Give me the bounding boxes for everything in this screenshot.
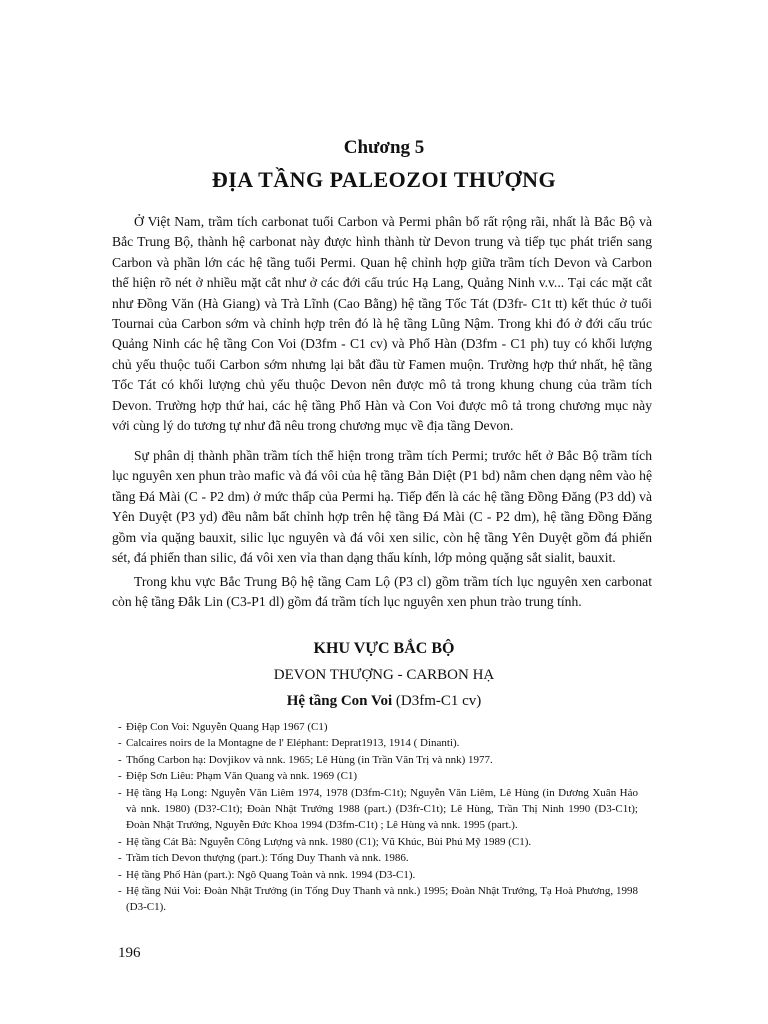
- reference-item: - Calcaires noirs de la Montagne de l' Eléphant: Deprat1913, 1914 ( Dinanti).: [118, 735, 638, 751]
- reference-item: - Điệp Sơn Liêu: Phạm Văn Quang và nnk. 1969 (C1): [118, 768, 638, 784]
- paragraph-central: [112, 572, 652, 613]
- reference-list: [118, 719, 638, 916]
- chapter-title: ĐỊA TẦNG PALEOZOI THƯỢNG: [211, 167, 557, 192]
- reference-item: - Hệ tầng Phố Hàn (part.): Ngô Quang Toàn và nnk. 1994 (D3-C1).: [118, 867, 638, 883]
- formation-name: Hệ tầng Con Voi: [286, 693, 393, 709]
- reference-item: - Trầm tích Devon thượng (part.): Tống Duy Thanh và nnk. 1986.: [118, 850, 638, 866]
- reference-item: - Điệp Con Voi: Nguyễn Quang Hạp 1967 (C1): [118, 719, 638, 735]
- formation-heading: [0, 693, 768, 710]
- reference-item: - Hệ tầng Cát Bà: Nguyễn Công Lượng và nnk. 1980 (C1); Vũ Khúc, Bùi Phú Mỹ 1989 (C1).: [118, 834, 638, 850]
- reference-item: - Thống Carbon hạ: Dovjikov và nnk. 1965; Lê Hùng (in Trần Văn Trị và nnk) 1977.: [118, 752, 638, 768]
- reference-item: - Hệ tầng Hạ Long: Nguyễn Văn Liêm 1974, 1978 (D3fm-C1t); Nguyễn Văn Liêm, Lê Hùng (in Dương Xuân Hảo và nnk. 1980) (D3?-C1t); Đoàn Nhật Trưởng 1988 (part.) (D3fr-C1t); Lê Hùng, Trần Thị Ninh 1990 (D3-C1t); Đoàn Nhật Trưởng, Nguyễn Đức Khoa 1994 (D3fm-C1t) ; Lê Hùng và nnk. 1995 (part.).: [118, 785, 638, 834]
- page-number: 196: [118, 945, 141, 961]
- paragraph-text: Sự phân dị thành phần trầm tích thể hiện trong trầm tích Permi; trước hết ở Bắc Bộ trầm tích lục nguyên xen phun trào mafic và đá vôi của hệ tầng Bản Diệt (P1 bd) nằm chen dạng nêm vào hệ tầng Đá Mài (C - P2 dm) ở mức thấp của Permi hạ. Tiếp đến là các hệ tầng Đồng Đăng (P3 dd) và Yên Duyệt (P3 yd) đều nằm bất chỉnh hợp trên hệ tầng Đá Mài (C - P2 dm), hệ tầng Đồng Đăng gồm vỉa quặng bauxit, silic lục nguyên và đá vôi xen silic, còn hệ tầng Yên Duyệt gồm đá phiến sét, đá phiến than silic, đá vôi xen vỉa than dạng thấu kính, lớp mỏng quặng sắt sialit, bauxit.: [112, 448, 652, 566]
- paragraph-intro: [112, 212, 652, 436]
- chapter-number: Chương 5: [343, 137, 425, 158]
- reference-item: - Hệ tầng Núi Voi: Đoàn Nhật Trưởng (in Tống Duy Thanh và nnk.) 1995; Đoàn Nhật Trưởng, Tạ Hoà Phương, 1998 (D3-C1).: [118, 883, 638, 916]
- section-region-heading: KHU VỰC BẮC BỘ: [313, 640, 455, 657]
- paragraph-text: Ở Việt Nam, trầm tích carbonat tuổi Carbon và Permi phân bố rất rộng rãi, nhất là Bắc Bộ và Bắc Trung Bộ, thành hệ carbonat này được hình thành từ Devon trung và tiếp tục phát triển sang Carbon và phần lớn các hệ tầng tuổi Permi. Quan hệ chỉnh hợp giữa trầm tích Devon và Carbon thể hiện rõ nét ở nhiều mặt cắt như ở các đới cấu trúc Hạ Lang, Quảng Ninh v.v... Tại các mặt cắt như Đồng Văn (Hà Giang) và Trà Lĩnh (Cao Bằng) hệ tầng Tốc Tát (D3fr- C1t tt) kết thúc ở tuổi Tournai của Carbon sớm và chỉnh hợp trên đó là hệ tầng Lũng Nậm. Trong khi đó ở đới cấu trúc Quảng Ninh các hệ tầng Con Voi (D3fm - C1 cv) và Phố Hàn (D3fm - C1 ph) tuy có khối lượng chủ yếu thuộc tuổi Carbon sớm nhưng lại bắt đầu từ Famen muộn. Trường hợp thứ nhất, hệ tầng Tốc Tát có khối lượng chủ yếu thuộc Devon nên được mô tả trong khung chung của trầm tích Devon. Trường hợp thứ hai, các hệ tầng Phố Hàn và Con Voi được mô tả trong chương mục này với cùng lý do tương tự như đã nêu trong chương mục về địa tầng Devon.: [112, 214, 652, 434]
- paragraph-text: Trong khu vực Bắc Trung Bộ hệ tầng Cam Lộ (P3 cl) gồm trầm tích lục nguyên xen carbonat còn hệ tầng Đắk Lin (C3-P1 dl) gồm đá trầm tích lục nguyên xen phun trào trung tính.: [112, 574, 652, 610]
- formation-symbol: (D3fm-C1 cv): [395, 693, 482, 709]
- paragraph-permian: [112, 446, 652, 568]
- section-system-heading: DEVON THƯỢNG - CARBON HẠ: [273, 667, 495, 683]
